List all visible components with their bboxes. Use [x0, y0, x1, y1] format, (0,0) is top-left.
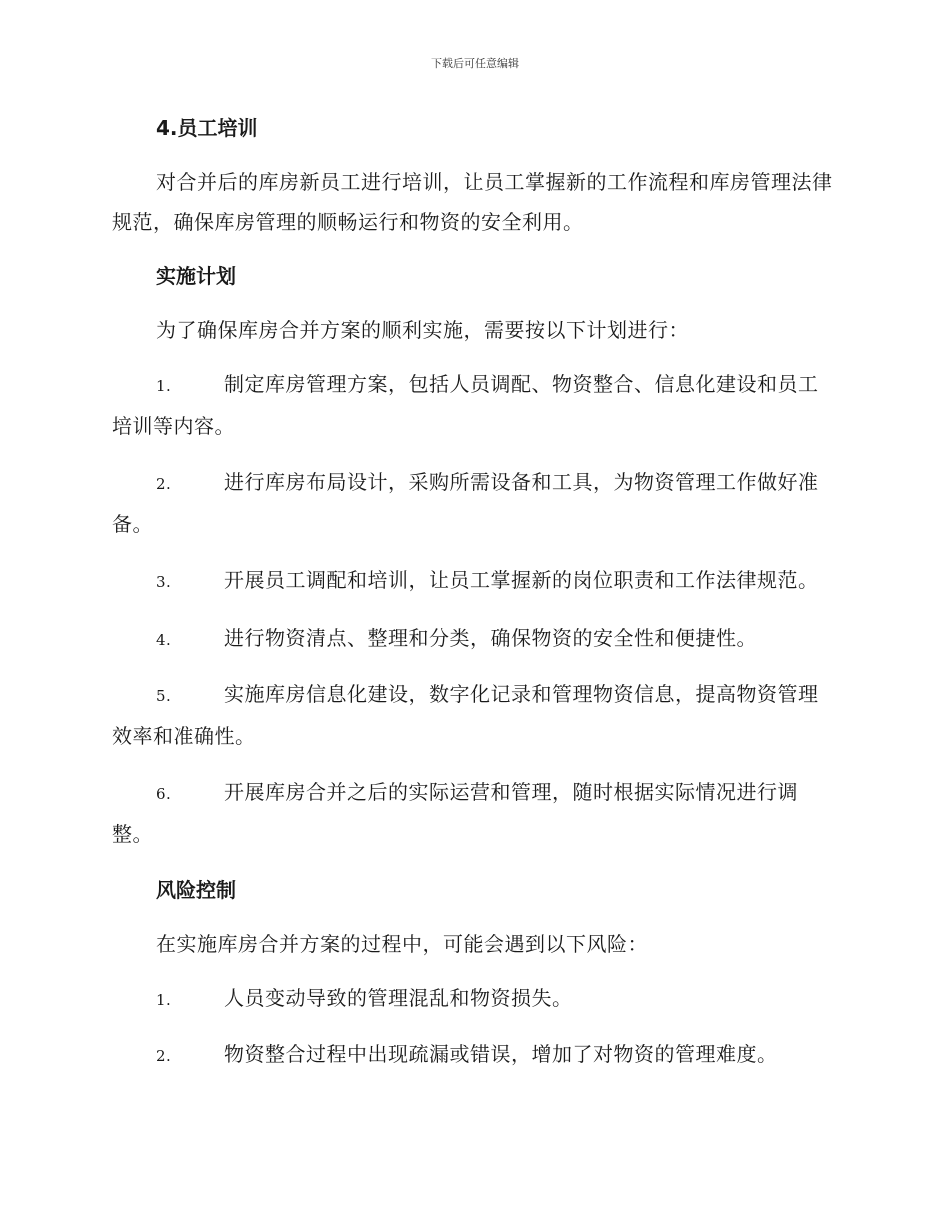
list-number: 5. [156, 687, 172, 705]
list-text: 进行物资清点、整理和分类，确保物资的安全性和便捷性。 [224, 626, 757, 650]
list-number: 3. [156, 573, 172, 591]
list-text: 开展库房合并之后的实际运营和管理，随时根据实际情况进行调整。 [112, 780, 798, 846]
risk-item-1 [112, 978, 837, 1020]
plan-item-4 [112, 618, 837, 660]
list-text: 制定库房管理方案，包括人员调配、物资整合、信息化建设和员工培训等内容。 [112, 372, 819, 438]
header-note: 下载后可任意编辑 [431, 57, 519, 70]
list-number: 1. [156, 991, 172, 1009]
heading-plan: 实施计划 [156, 264, 236, 288]
list-number: 2. [156, 475, 172, 493]
list-text: 进行库房布局设计，采购所需设备和工具，为物资管理工作做好准备。 [112, 470, 819, 536]
list-text: 人员变动导致的管理混乱和物资损失。 [224, 986, 573, 1010]
heading-risk: 风险控制 [156, 878, 236, 902]
plan-item-2 [112, 462, 837, 544]
document-body [112, 104, 837, 1076]
list-number: 6. [156, 785, 172, 803]
list-text: 实施库房信息化建设，数字化记录和管理物资信息，提高物资管理效率和准确性。 [112, 682, 819, 748]
plan-item-5 [112, 674, 837, 756]
list-text: 开展员工调配和培训，让员工掌握新的岗位职责和工作法律规范。 [224, 568, 819, 592]
plan-item-1 [112, 364, 837, 446]
list-number: 2. [156, 1047, 172, 1065]
paragraph-training: 对合并后的库房新员工进行培训，让员工掌握新的工作流程和库房管理法律规范，确保库房管理的顺畅运行和物资的安全利用。 [112, 170, 833, 234]
plan-item-6 [112, 772, 837, 854]
list-number: 4. [156, 631, 172, 649]
risk-item-2 [112, 1034, 837, 1076]
paragraph-risk-intro: 在实施库房合并方案的过程中，可能会遇到以下风险： [156, 932, 648, 956]
plan-item-3 [112, 560, 837, 602]
list-number: 1. [156, 377, 172, 395]
paragraph-plan-intro: 为了确保库房合并方案的顺利实施，需要按以下计划进行： [156, 318, 689, 342]
heading-training: 4.员工培训 [156, 116, 258, 140]
list-text: 物资整合过程中出现疏漏或错误，增加了对物资的管理难度。 [224, 1042, 778, 1066]
